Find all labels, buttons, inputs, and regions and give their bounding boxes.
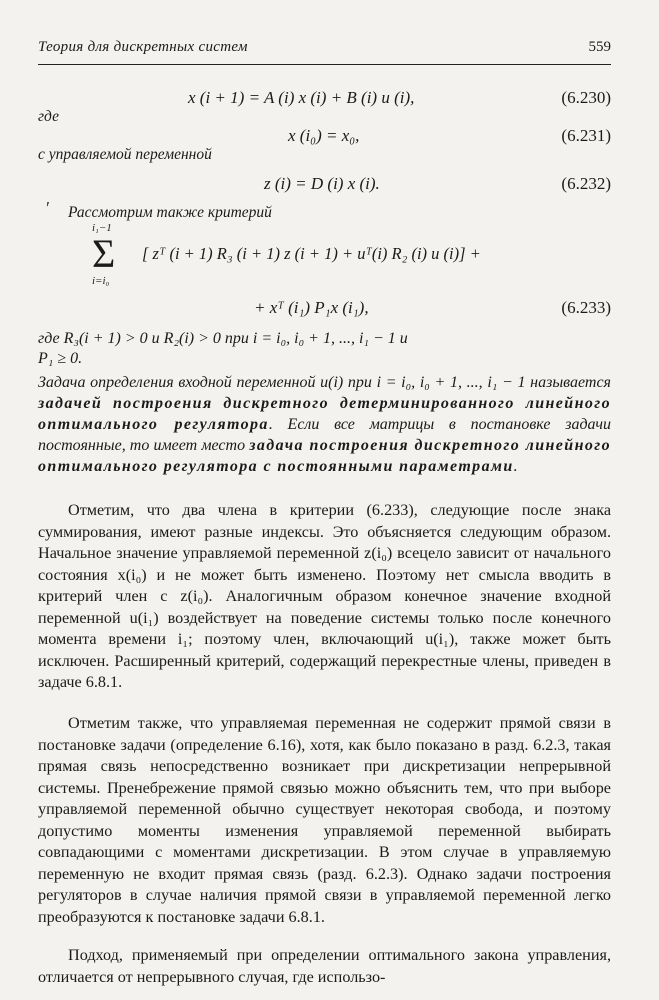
equation-6-232: z (i) = D (i) x (i). [264, 174, 380, 193]
equation-number-6-231: (6.231) [561, 126, 611, 145]
paragraph-2: Отметим также, что управляемая переменная не содержит прямой связи в постановке задачи (определение 6.16), хотя, как было показано в разд. 6.2.3, такая прямая связь непосредственно возникает при дискретизации непрерывной системы. Пренебрежение прямой связью можно объяснить тем, что при выборе управляемой переменной обычно существует некоторая свобода, и поэтому допустимо моменты изменения управляемой переменной выбирать совпадающими с моментами дискретизации. В этом случае в управляемую переменную не входит прямая связь (разд. 6.2.3). Однако задачи построения регуляторов в случае наличия прямой связи в управляемой переменной легко преобразуются к постановке задачи 6.8.1. [38, 714, 611, 926]
controlled-variable-label: с управляемой переменной [38, 146, 212, 163]
definition-term-1: задачей построения дискретного детерминированного линейного оптимального регулятора [38, 395, 611, 433]
equation-6-233-line2: + xᵀ (i₁) P₁x (i₁), [254, 298, 369, 317]
pencil-mark: ′ [46, 198, 50, 218]
equation-6-230: x (i + 1) = A (i) x (i) + B (i) u (i), [188, 88, 415, 107]
consider-criterion-label: Рассмотрим также критерий [68, 204, 272, 221]
definition-text-3: . [513, 458, 518, 475]
where-label: где [38, 108, 59, 125]
conditions-line-2: P₁ ≥ 0. [38, 350, 83, 367]
sum-upper-limit: i₁−1 [92, 222, 112, 234]
running-title: Теория для дискретных систем [38, 39, 248, 55]
sum-lower-limit: i=i₀ [92, 275, 110, 287]
paragraph-3: Подход, применяемый при определении оптимального закона управления, отличается от непрерывного случая, где использо- [38, 946, 611, 986]
equation-number-6-230: (6.230) [561, 88, 611, 107]
definition-term-2: задача построения дискретного линейного оптимального регулятора с постоянными параметрами [38, 437, 611, 475]
page-number: 559 [588, 39, 611, 55]
definition-6-16 [38, 372, 611, 477]
definition-text-2: . Если все матрицы в постановке задачи постоянные, то имеет место [38, 416, 611, 454]
summation-sign [90, 222, 130, 288]
definition-text-1: Задача определения входной переменной u(i) при i = i₀, i₀ + 1, ..., i₁ − 1 называется [38, 374, 611, 391]
sigma-icon: Σ [92, 231, 116, 276]
conditions-line-1: где R₃(i + 1) > 0 и R₂(i) > 0 при i = i₀, i₀ + 1, ..., i₁ − 1 и [38, 330, 408, 347]
running-header [38, 36, 611, 65]
equation-6-233-line1: [ zᵀ (i + 1) R₃ (i + 1) z (i + 1) + uᵀ(i) R₂ (i) u (i)] + [142, 244, 481, 263]
equation-number-6-233: (6.233) [561, 298, 611, 317]
paragraph-1: Отметим, что два члена в критерии (6.233), следующие после знака суммирования, имеют разные индексы. Это объясняется следующим образом. Начальное значение управляемой переменной z(i₀) всецело зависит от начального состояния x(i₀) и не может быть изменено. Поэтому нет смысла вводить в критерий член с z(i₀). Аналогичным образом конечное значение входной переменной u(i₁) воздействует на поведение системы только после конечного момента времени i₁; поэтому член, включающий u(i₁), также может быть исключен. Расширенный критерий, содержащий перекрестные члены, приведен в задаче 6.8.1. [38, 501, 611, 691]
equation-6-231: x (i₀) = x₀, [288, 126, 360, 145]
equation-number-6-232: (6.232) [561, 174, 611, 193]
